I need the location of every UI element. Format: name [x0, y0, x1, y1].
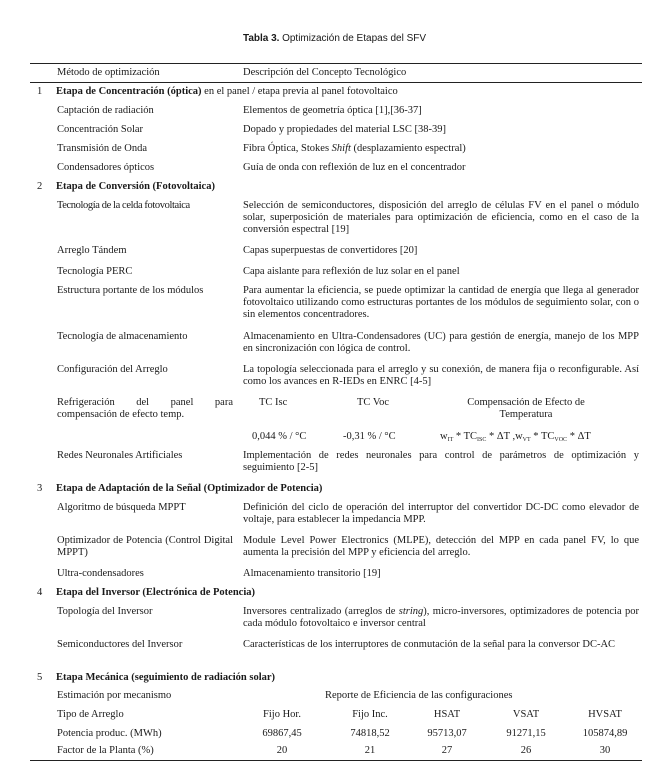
plant-factor-value: 30 [599, 745, 611, 756]
row-label: Tipo de Arreglo [57, 709, 124, 720]
section-title-bold: Etapa de Concentración (óptica) [56, 86, 202, 97]
section-number: 4 [37, 587, 43, 598]
method-cell: Tecnología PERC [57, 266, 133, 277]
description-cell [243, 606, 639, 630]
formula-part: * TC [453, 431, 477, 442]
column-header: Fijo Inc. [352, 709, 388, 720]
description-cell: Para aumentar la eficiencia, se puede optimizar la cantidad de energía que llega al generador fotovoltaico utilizando como estructuras portantes de los módulos de seguimiento solar, con o sin elementos concentradores. [243, 285, 639, 320]
power-value: 105874,89 [582, 728, 628, 739]
method-cell: Algoritmo de búsqueda MPPT [57, 502, 186, 513]
section-title: Etapa de Conversión (Fotovoltaica) [56, 181, 215, 192]
header-description: Descripción del Concepto Tecnológico [243, 67, 407, 78]
header-rule [30, 82, 642, 83]
method-cell: Estructura portante de los módulos [57, 285, 204, 296]
method-cell: Transmisión de Onda [57, 143, 148, 154]
header-method: Método de optimización [57, 67, 160, 78]
desc-text: ), micro-inversores, optimizadores de potencia por cada módulo fotovoltaico e inversor central [243, 606, 639, 629]
compensation-header: Compensación de Efecto de Temperatura [467, 397, 585, 420]
formula-sub: VT [522, 437, 531, 443]
method-cell: Ultra-condensadores [57, 568, 144, 579]
compensation-formula [440, 431, 591, 443]
method-cell: Redes Neuronales Artificiales [57, 450, 183, 461]
desc-italic: Shift [331, 143, 351, 154]
description-cell: Definición del ciclo de operación del interruptor del convertidor DC-DC como elevador de voltaje, para establecer la impedancia MPP. [243, 502, 639, 525]
column-header: Fijo Hor. [263, 709, 301, 720]
section-title: Etapa de Adaptación de la Señal (Optimizador de Potencia) [56, 483, 323, 494]
description-cell: Almacenamiento transitorio [19] [243, 568, 381, 579]
power-value: 69867,45 [262, 728, 302, 739]
top-rule [30, 63, 642, 64]
desc-italic: string [398, 606, 424, 617]
method-cell: Tecnología de la celda fotovoltaica [57, 200, 190, 211]
method-cell: Concentración Solar [57, 124, 144, 135]
method-cell: Configuración del Arreglo [57, 364, 168, 375]
method-cell: Topología del Inversor [57, 606, 153, 617]
formula-sub: IT [447, 437, 454, 443]
formula-sub: ISC [477, 437, 487, 443]
plant-factor-value: 21 [364, 745, 376, 756]
caption-label: Tabla 3. [242, 33, 280, 44]
column-header: VSAT [512, 709, 540, 720]
tc-isc-header: TC Isc [259, 397, 288, 408]
description-cell: Almacenamiento en Ultra-Condensadores (UC) para gestión de energía, manejo de los MPP en sincronización con lógica de control. [243, 331, 639, 354]
description-cell: Dopado y propiedades del material LSC [38-39] [243, 124, 446, 135]
section-title-rest: en el panel / etapa previa al panel fotovoltaico [201, 86, 398, 97]
method-cell: Captación de radiación [57, 105, 154, 116]
method-cell: Optimizador de Potencia (Control Digital MPPT) [57, 535, 233, 558]
description-cell [243, 143, 639, 155]
formula-part: * ΔT ,w [486, 431, 523, 442]
section-number: 3 [37, 483, 43, 494]
plant-factor-value: 26 [520, 745, 532, 756]
tc-voc-header: TC Voc [357, 397, 389, 408]
section-title [56, 86, 398, 97]
formula-part: w [440, 431, 448, 442]
table-caption [0, 33, 669, 44]
power-value: 95713,07 [427, 728, 467, 739]
plant-factor-value: 20 [276, 745, 288, 756]
section-number: 5 [37, 672, 43, 683]
description-cell: Guía de onda con reflexión de luz en el concentrador [243, 162, 466, 173]
description-cell: Capa aislante para reflexión de luz solar en el panel [243, 266, 460, 277]
caption-title: Optimización de Etapas del SFV [282, 33, 427, 44]
method-cell: Semiconductores del Inversor [57, 639, 183, 650]
desc-text: (desplazamiento espectral) [350, 143, 466, 154]
plant-factor-value: 27 [441, 745, 453, 756]
method-cell: Tecnología de almacenamiento [57, 331, 188, 342]
bottom-rule [30, 760, 642, 761]
column-header: HVSAT [588, 709, 622, 720]
method-cell: Refrigeración del panel para compensación de efecto temp. [57, 397, 233, 420]
description-cell: La topología seleccionada para el arreglo y su conexión, de manera fija o reconfigurable. Así como los avances en R-IEDs en ENRC [4-5] [243, 364, 639, 387]
tc-voc-value: -0,31 % / °C [343, 431, 396, 442]
row-label: Potencia produc. (MWh) [57, 728, 162, 739]
row-label: Factor de la Planta (%) [57, 745, 154, 756]
description-cell: Características de los interruptores de conmutación de la señal para la conversor DC-AC [243, 639, 616, 650]
power-value: 74818,52 [350, 728, 390, 739]
report-label: Reporte de Eficiencia de las configuraciones [325, 690, 513, 701]
formula-part: * TC [530, 431, 555, 442]
formula-sub: VOC [554, 437, 568, 443]
desc-text: Fibra Óptica, Stokes [243, 143, 332, 154]
section-title: Etapa del Inversor (Electrónica de Potencia) [56, 587, 255, 598]
estimation-label: Estimación por mecanismo [57, 690, 172, 701]
description-cell: Elementos de geometría óptica [1],[36-37] [243, 105, 422, 116]
description-cell: Implementación de redes neuronales para control de parámetros de optimización y seguimiento [2-5] [243, 450, 639, 473]
column-header: HSAT [433, 709, 461, 720]
section-number: 1 [37, 86, 43, 97]
description-cell: Capas superpuestas de convertidores [20] [243, 245, 418, 256]
description-cell: Module Level Power Electronics (MLPE), detección del MPP en cada panel FV, lo que aumenta la precisión del MPP y eficiencia del arreglo. [243, 535, 639, 558]
description-cell: Selección de semiconductores, disposición del arreglo de células FV en el panel o módulo solar, superposición de materiales para optimización de eficiencia, como en el caso de la conversión espectral [19] [243, 200, 639, 235]
section-title: Etapa Mecánica (seguimiento de radiación solar) [56, 672, 276, 683]
tc-isc-value: 0,044 % / °C [252, 431, 307, 442]
desc-text: Inversores centralizado (arreglos de [243, 606, 399, 617]
method-cell: Arreglo Tándem [57, 245, 127, 256]
formula-part: * ΔT [567, 431, 591, 442]
method-cell: Condensadores ópticos [57, 162, 155, 173]
section-number: 2 [37, 181, 43, 192]
power-value: 91271,15 [506, 728, 546, 739]
